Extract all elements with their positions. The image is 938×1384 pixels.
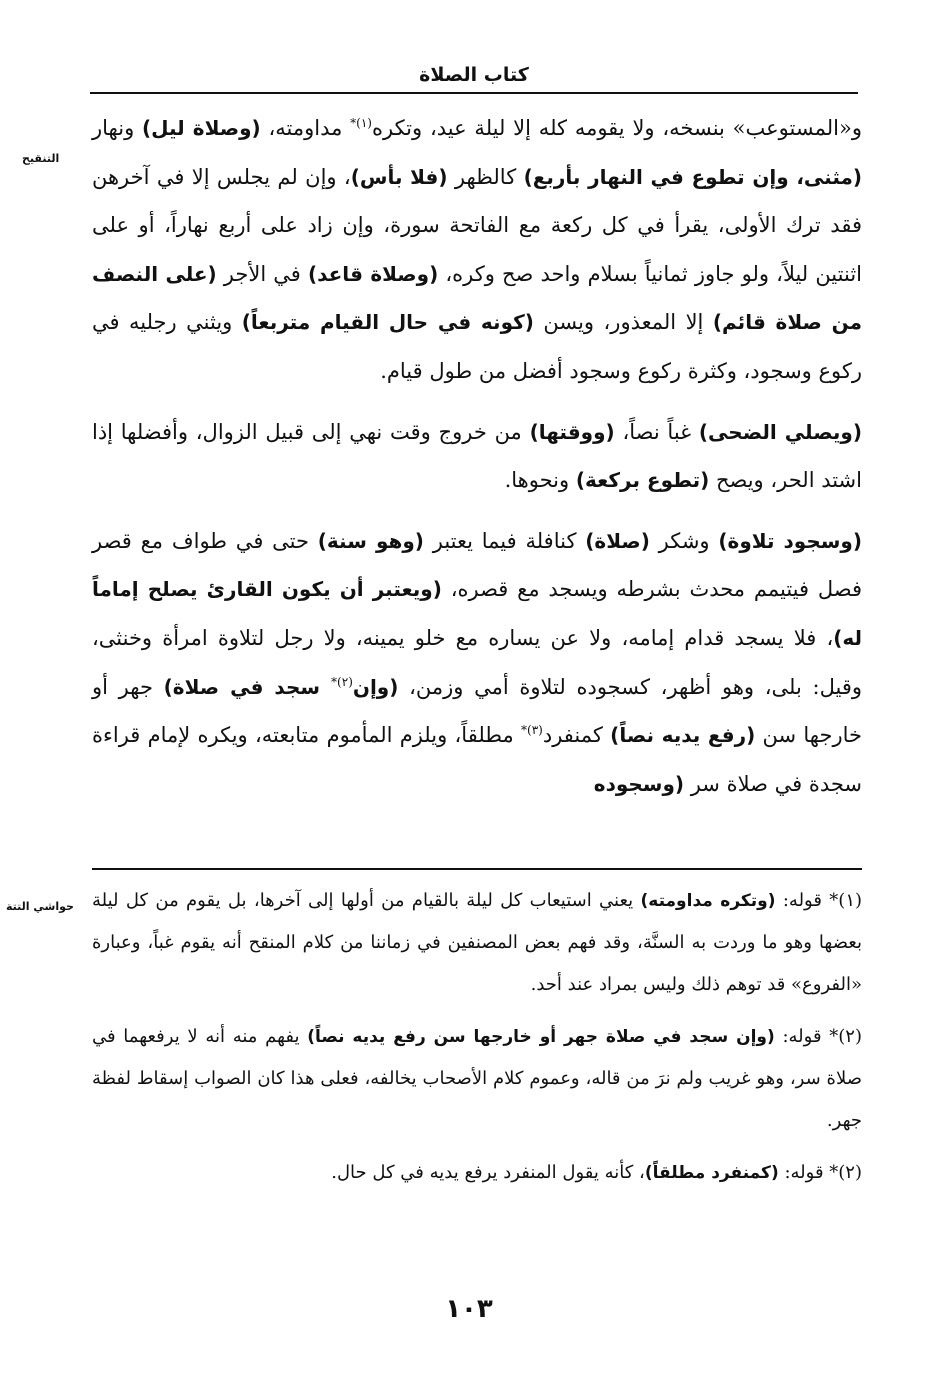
footnote-label: (٢)* قوله: [774, 1026, 862, 1047]
footnote-3 [92, 1152, 862, 1194]
matn-phrase: (رفع يديه نصاً) [610, 723, 756, 748]
text-run: كنافلة فيما يعتبر [423, 528, 586, 553]
footnote-quote: (وإن سجد في صلاة جهر أو خارجها سن رفع يديه نصاً) [307, 1027, 775, 1047]
header-rule [90, 92, 858, 94]
matn-phrase: (وصلاة قاعد) [307, 261, 439, 286]
matn-phrase: (فلا بأس) [350, 164, 448, 189]
footnote-text: ، كأنه يقول المنفرد يرفع يديه في كل حال. [331, 1162, 645, 1183]
footnote-marker: (٣)* [521, 723, 543, 738]
footnotes [92, 880, 862, 1194]
footnote-label: (٢)* قوله: [778, 1162, 862, 1183]
paragraph-night-prayer [92, 104, 862, 396]
matn-phrase: (صلاة) [585, 528, 650, 553]
text-run: مطلقاً، ويلزم المأموم متابعته، ويكره لإمام قراءة سجدة في صلاة سر [92, 723, 862, 796]
matn-phrase: (ويصلي الضحى) [698, 419, 862, 444]
text-run: مداومته، [260, 116, 351, 140]
main-text [92, 104, 862, 808]
text-run: ، فلا يسجد قدام إمامه، ولا عن يساره مع خلو يمينه، ولا رجل لتلاوة امرأة وخنثى، وقيل: بلى، وهو أظهر، كسجوده لتلاوة أمي وزمن، [92, 625, 863, 699]
page-number: ١٠٣ [445, 1294, 493, 1324]
text-run: كالظهر [447, 164, 524, 189]
text-run: ويثني رجليه في ركوع وسجود، وكثرة ركوع وسجود أفضل من طول قيام. [92, 310, 862, 383]
footnote-marker: (٢)* [331, 674, 353, 689]
footnote-label: (١)* قوله: [775, 890, 863, 911]
text-run: في الأجر [216, 261, 308, 286]
text-run: جهر أو خارجها سن [92, 674, 862, 748]
text-run: حتى في طواف مع قصر فصل فيتيمم محدث بشرطه ويسجد مع قصره، [92, 528, 862, 602]
matn-phrase: (تطوع بركعة) [575, 468, 710, 493]
text-run: وشكر [649, 528, 719, 553]
text-run: ونحوها. [504, 468, 576, 493]
matn-phrase: (وسجوده [593, 771, 685, 796]
footnote-1 [92, 880, 862, 1006]
matn-phrase: (ويعتبر أن يكون القارئ يصلح إماماً له) [92, 577, 862, 650]
footnote-quote: (وتكره مداومته) [640, 891, 776, 911]
paragraph-recitation-prostration [92, 517, 862, 809]
footnote-text: يفهم منه أنه لا يرفعهما في صلاة سر، وهو غريب ولم نرَ من قاله، وعموم كلام الأصحاب يخالفه، فعلى هذا كان الصواب إسقاط لفظة جهر. [92, 1026, 862, 1131]
margin-label-hawashi: حواشي التتة [6, 900, 74, 913]
matn-phrase: (كونه في حال القيام متربعاً) [241, 310, 534, 335]
footnote-marker: (١)* [350, 116, 372, 130]
matn-phrase: (ووقتها) [529, 419, 615, 444]
matn-phrase: (وإن [352, 674, 399, 699]
footnote-text: يعني استيعاب كل ليلة بالقيام من أولها إلى آخرها، بل يقوم من كل ليلة بعضها وهو ما وردت به السنَّة، وقد فهم بعض المصنفين في زماننا من كلام المنقح أنه يقوم غباً، وعبارة «الفروع» قد توهم ذلك وليس بمراد عند أحد. [92, 890, 862, 995]
text-run: ، وإن لم يجلس إلا في آخرهن فقد ترك الأولى، يقرأ في كل ركعة مع الفاتحة سورة، وإن زاد على أربع نهاراً، أو على اثنتين ليلاً، ولو جاوز ثمانياً بسلام واحد صح وكره، [92, 164, 863, 286]
text-run: من خروج وقت نهي إلى قبيل الزوال، وأفضلها إذا اشتد الحر، ويصح [92, 419, 862, 493]
matn-phrase: (وصلاة ليل) [142, 116, 261, 140]
matn-phrase: (وسجود تلاوة) [718, 528, 862, 553]
paragraph-duha-prayer [92, 408, 862, 505]
matn-phrase: (مثنى، وإن تطوع في النهار بأربع) [523, 164, 863, 189]
matn-phrase: سجد في صلاة) [163, 674, 332, 699]
footnote-rule [92, 868, 862, 870]
text-run: غباً نصاً، [614, 419, 699, 444]
footnote-2 [92, 1016, 862, 1142]
text-run: كمنفرد [542, 723, 611, 748]
running-title: كتاب الصلاة [419, 64, 529, 86]
matn-phrase: (وهو سنة) [317, 528, 424, 553]
footnote-quote: (كمنفرد مطلقاً) [644, 1163, 779, 1183]
text-run: إلا المعذور، ويسن [533, 310, 713, 335]
text-run: و«المستوعب» بنسخه، ولا يقومه كله إلا ليلة عيد، وتكره [371, 116, 862, 140]
matn-phrase: (على النصف من صلاة قائم) [92, 261, 863, 335]
text-run: ونهار [92, 116, 143, 140]
margin-label-tanqih: التنقيح [22, 152, 60, 165]
